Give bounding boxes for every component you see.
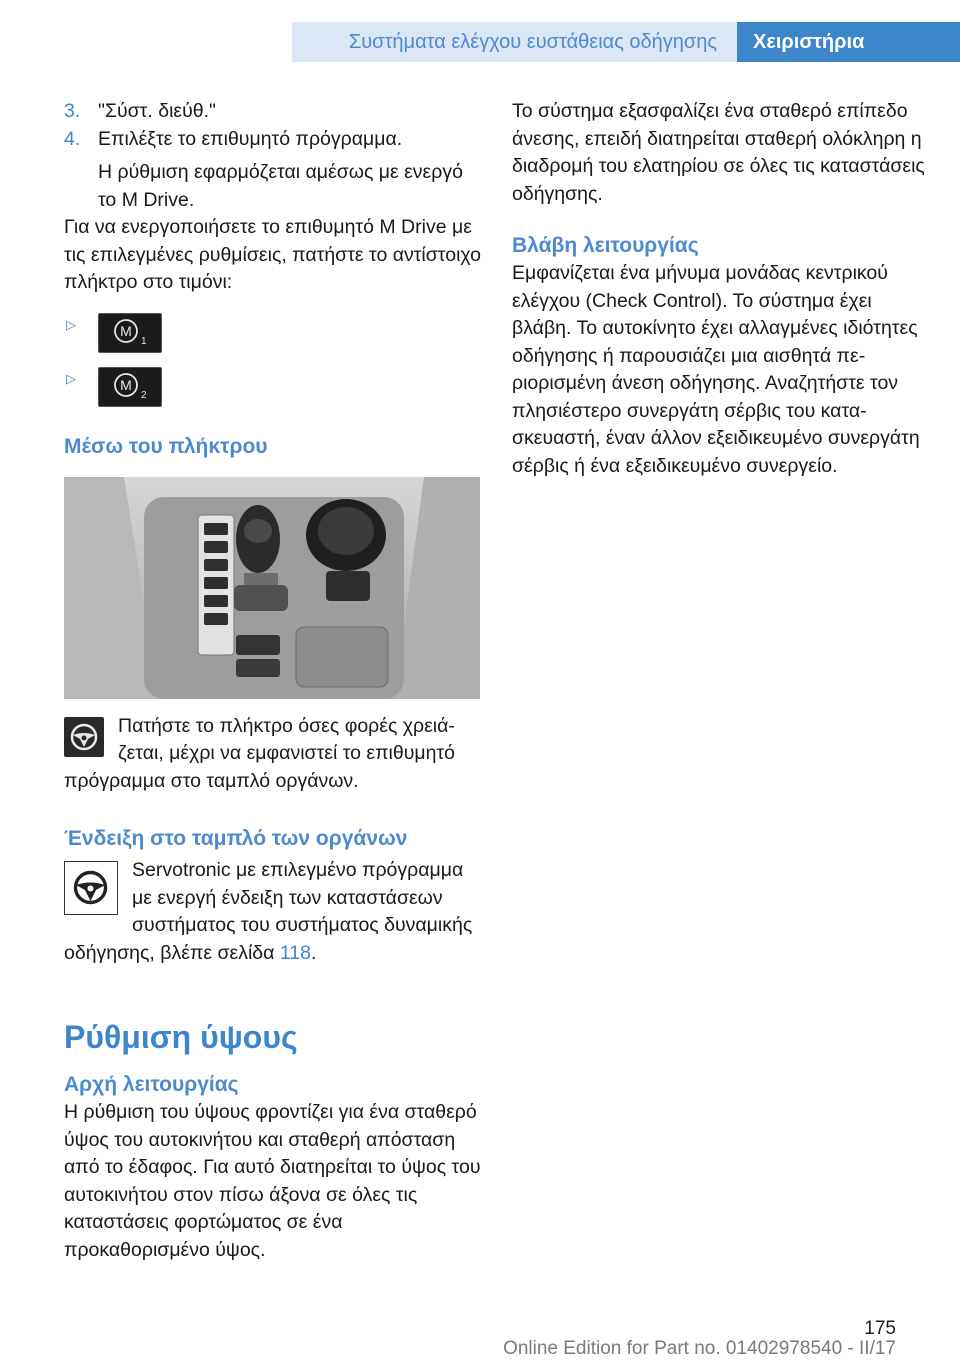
- button-heading: Μέσω του πλήκτρου: [64, 434, 268, 458]
- step-number: 3.: [64, 100, 81, 122]
- center-console-photo: [64, 477, 480, 699]
- indicator-paragraph: [64, 857, 482, 967]
- step-3: [64, 98, 482, 126]
- step-text: Επιλέξτε το επιθυμητό πρόγραμμα.: [98, 127, 403, 150]
- section-title: Συστήματα ελέγχου ευστάθειας οδήγησης: [292, 22, 737, 62]
- button-paragraph: [64, 713, 482, 796]
- step-4: [64, 126, 482, 154]
- step-4-note: Η ρύθμιση εφαρμόζεται αμέσως με ενεργό το M Drive.: [98, 161, 463, 211]
- m1-row: [64, 311, 482, 365]
- page-reference-link[interactable]: 118: [279, 941, 311, 964]
- activate-paragraph: Για να ενεργοποιήσετε το επιθυμητό M Drive με τις επιλεγμένες ρυθμίσεις, πατήστε το αντίστοιχο πλήκτρο στο τιμόνι:: [64, 216, 481, 293]
- edition-footer: Online Edition for Part no. 01402978540 - II/17: [503, 1338, 896, 1359]
- left-column: [64, 98, 482, 1264]
- steering-wheel-indicator-icon: [64, 861, 118, 915]
- chapter-title: Χειριστήρια: [737, 22, 960, 62]
- indicator-text: Servotronic με επιλεγμένο πρόγραμμα με ενεργή ένδειξη των καταστάσεων συστήματος του συστήματος δυναμικής οδήγησης, βλέπε σελίδα: [64, 859, 473, 964]
- principle-text: Η ρύθμιση του ύψους φροντίζει για ένα σταθερό ύψος του αυτοκινήτου και σταθερή απόσταση από το έδαφος. Για αυτό διατηρείται το ύψος του αυτοκινήτου στον πίσω άξονα σε όλες τις καταστάσεις φορτώματος σε ένα προκαθορισμένο ύψος.: [64, 1101, 481, 1261]
- fault-heading: Βλάβη λειτουργίας: [512, 234, 699, 257]
- page-header: [0, 0, 960, 62]
- triangle-right-icon: ▷: [66, 316, 76, 332]
- principle-heading: Αρχή λειτουργίας: [64, 1073, 239, 1096]
- step-text: "Σύστ. διεύθ.": [98, 100, 216, 122]
- fault-text: Εμφανίζεται ένα μήνυμα μονάδας κεντρικού ελέγχου (Check Control). Το σύστημα έχει βλάβη. Το αυτοκίνητο έχει αλλαγμένες ιδιότητες οδήγησης ή παρουσιάζει μια αισθητά περιορισμένη άνεση οδήγησης. Αναζητήστε τον πλησιέστερο συνεργάτη σέρβις του κατασκευαστή, έναν άλλον εξειδικευμένο συνεργάτη σέρβις ή ένα εξειδικευμένο συνεργείο.: [512, 262, 920, 477]
- intro-text: Το σύστημα εξασφαλίζει ένα σταθερό επίπεδο άνεσης, επειδή διατηρείται σταθερή ολόκληρη η διαδρομή του ελατηρίου σε όλες τις καταστάσεις οδήγησης.: [512, 100, 925, 205]
- svg-text:2: 2: [141, 389, 147, 401]
- triangle-right-icon: ▷: [66, 370, 76, 386]
- m2-button-icon: [98, 367, 162, 407]
- svg-text:1: 1: [141, 335, 147, 347]
- steering-wheel-button-icon: [64, 717, 104, 757]
- indicator-heading: Ένδειξη στο ταμπλό των οργάνων: [64, 827, 408, 850]
- m2-row: [64, 365, 482, 419]
- button-text: Πατήστε το πλήκτρο όσες φορές χρειάζεται, μέχρι να εμφανιστεί το επιθυμητό πρόγραμμα στο ταμπλό οργάνων.: [64, 714, 456, 792]
- svg-text:M: M: [120, 322, 132, 339]
- right-column: [512, 98, 932, 480]
- section-heading-height: Ρύθμιση ύψους: [64, 1019, 298, 1055]
- svg-text:M: M: [120, 376, 132, 393]
- page-number: 175: [864, 1318, 896, 1339]
- m1-button-icon: [98, 313, 162, 353]
- indicator-end: .: [310, 941, 317, 964]
- step-number: 4.: [64, 127, 81, 150]
